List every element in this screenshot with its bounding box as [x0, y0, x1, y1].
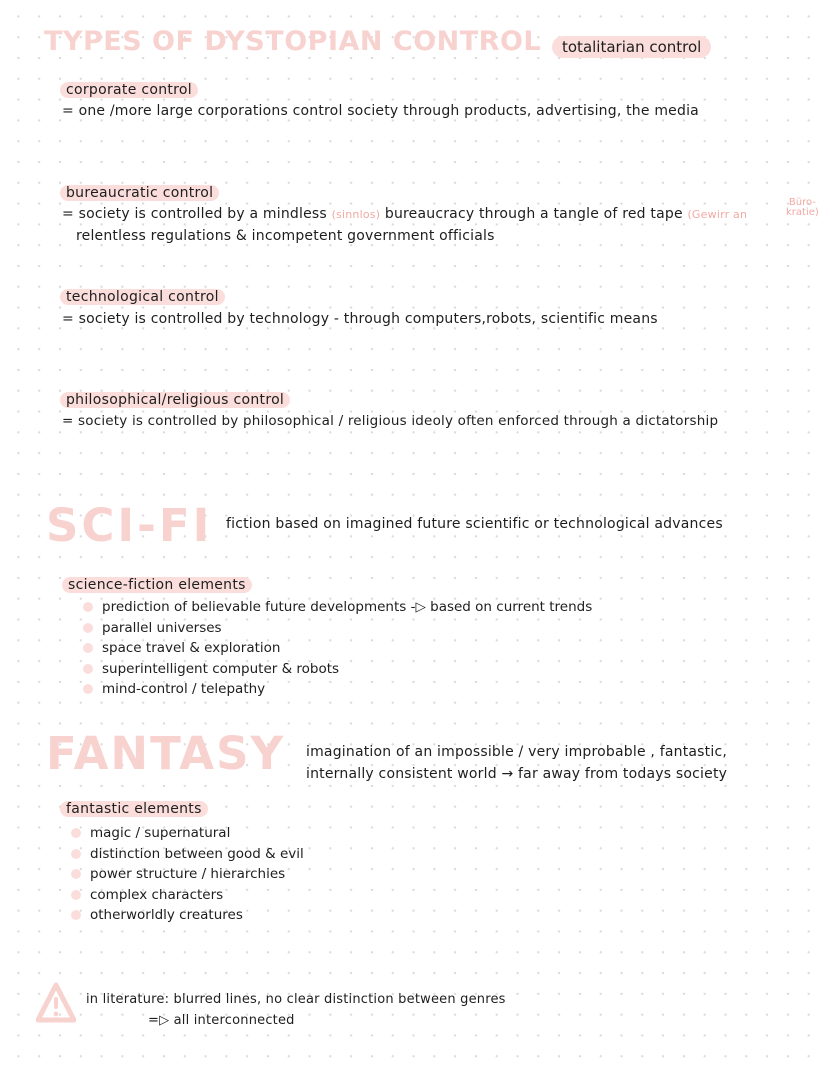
section-heading-bureaucratic: [60, 185, 219, 201]
bullet-icon: [71, 828, 81, 838]
section-heading-philosophical: [60, 392, 290, 408]
subtitle-text: totalitarian control: [552, 36, 711, 58]
bullet-icon: [83, 602, 93, 612]
list-item: [102, 597, 592, 618]
note-line2: =▷ all interconnected: [148, 1013, 295, 1028]
bullet-icon: [71, 849, 81, 859]
list-item: [90, 864, 304, 885]
bullet-icon: [71, 910, 81, 920]
aside-sinnlos: (sinnlos): [331, 208, 381, 221]
scifi-elements-heading-text: science-fiction elements: [62, 577, 252, 593]
scifi-elements-heading: [62, 577, 252, 593]
aside-gewirr: (Gewirr an: [687, 208, 748, 221]
list-item-text: power structure / hierarchies: [90, 866, 286, 883]
note-line1: in literature: blurred lines, no clear distinction between genres: [86, 992, 506, 1007]
list-item: [90, 823, 304, 844]
section-text-bureaucratic-line2: relentless regulations & incompetent government officials: [76, 228, 495, 244]
bureaucratic-line1b: bureaucracy through a tangle of red tape: [384, 206, 683, 222]
fantasy-definition-line1: imagination of an impossible / very improbable , fantastic,: [306, 744, 728, 760]
subtitle: [552, 36, 711, 58]
list-item: [102, 638, 592, 659]
bullet-icon: [71, 890, 81, 900]
list-item-text: space travel & exploration: [102, 640, 281, 657]
section-text-corporate: = one /more large corporations control society through products, advertising, the media: [62, 103, 699, 119]
section-text-philosophical: = society is controlled by philosophical / religious ideoly often enforced through a dictatorship: [62, 413, 719, 429]
scifi-title: SCI-FI: [46, 499, 213, 552]
fantasy-elements-list: [90, 823, 304, 926]
bullet-icon: [71, 869, 81, 879]
page-title: TYPES OF DYSTOPIAN CONTROL: [44, 26, 542, 57]
list-item: [90, 885, 304, 906]
list-item: [90, 844, 304, 865]
fantasy-title: FANTASY: [46, 727, 286, 780]
warning-icon: [36, 982, 76, 1026]
fantasy-elements-heading: [60, 801, 208, 817]
section-heading-bureaucratic-text: bureaucratic control: [60, 185, 219, 201]
fantasy-elements-heading-text: fantastic elements: [60, 801, 208, 817]
bureaucratic-line1a: = society is controlled by a mindless: [62, 206, 327, 222]
list-item-text: otherworldly creatures: [90, 907, 243, 924]
list-item-text: prediction of believable future developments -▷ based on current trends: [102, 599, 593, 615]
list-item: [90, 905, 304, 926]
list-item-text: superintelligent computer & robots: [102, 660, 340, 677]
bullet-icon: [83, 664, 93, 674]
list-item-text: complex characters: [90, 886, 224, 903]
list-item-text: distinction between good & evil: [90, 845, 304, 862]
section-heading-technological-text: technological control: [60, 289, 225, 305]
fantasy-definition-line2: internally consistent world → far away from todays society: [306, 766, 728, 782]
list-item-text: mind-control / telepathy: [102, 681, 266, 698]
bullet-icon: [83, 684, 93, 694]
section-text-bureaucratic-line1: [62, 206, 747, 222]
aside-buerokratie: Büro- kratie): [786, 197, 819, 218]
bullet-icon: [83, 643, 93, 653]
section-text-technological: = society is controlled by technology - through computers,robots, scientific means: [62, 311, 658, 327]
bullet-icon: [83, 623, 93, 633]
section-heading-technological: [60, 289, 225, 305]
scifi-definition: fiction based on imagined future scientific or technological advances: [226, 516, 723, 532]
section-heading-philosophical-text: philosophical/religious control: [60, 392, 290, 408]
section-heading-corporate: [60, 82, 198, 98]
list-item: [102, 679, 592, 700]
section-heading-corporate-text: corporate control: [60, 82, 198, 98]
scifi-elements-list: [102, 597, 592, 700]
list-item: [102, 659, 592, 680]
list-item-text: magic / supernatural: [90, 825, 231, 841]
list-item-text: parallel universes: [102, 619, 222, 636]
list-item: [102, 618, 592, 639]
